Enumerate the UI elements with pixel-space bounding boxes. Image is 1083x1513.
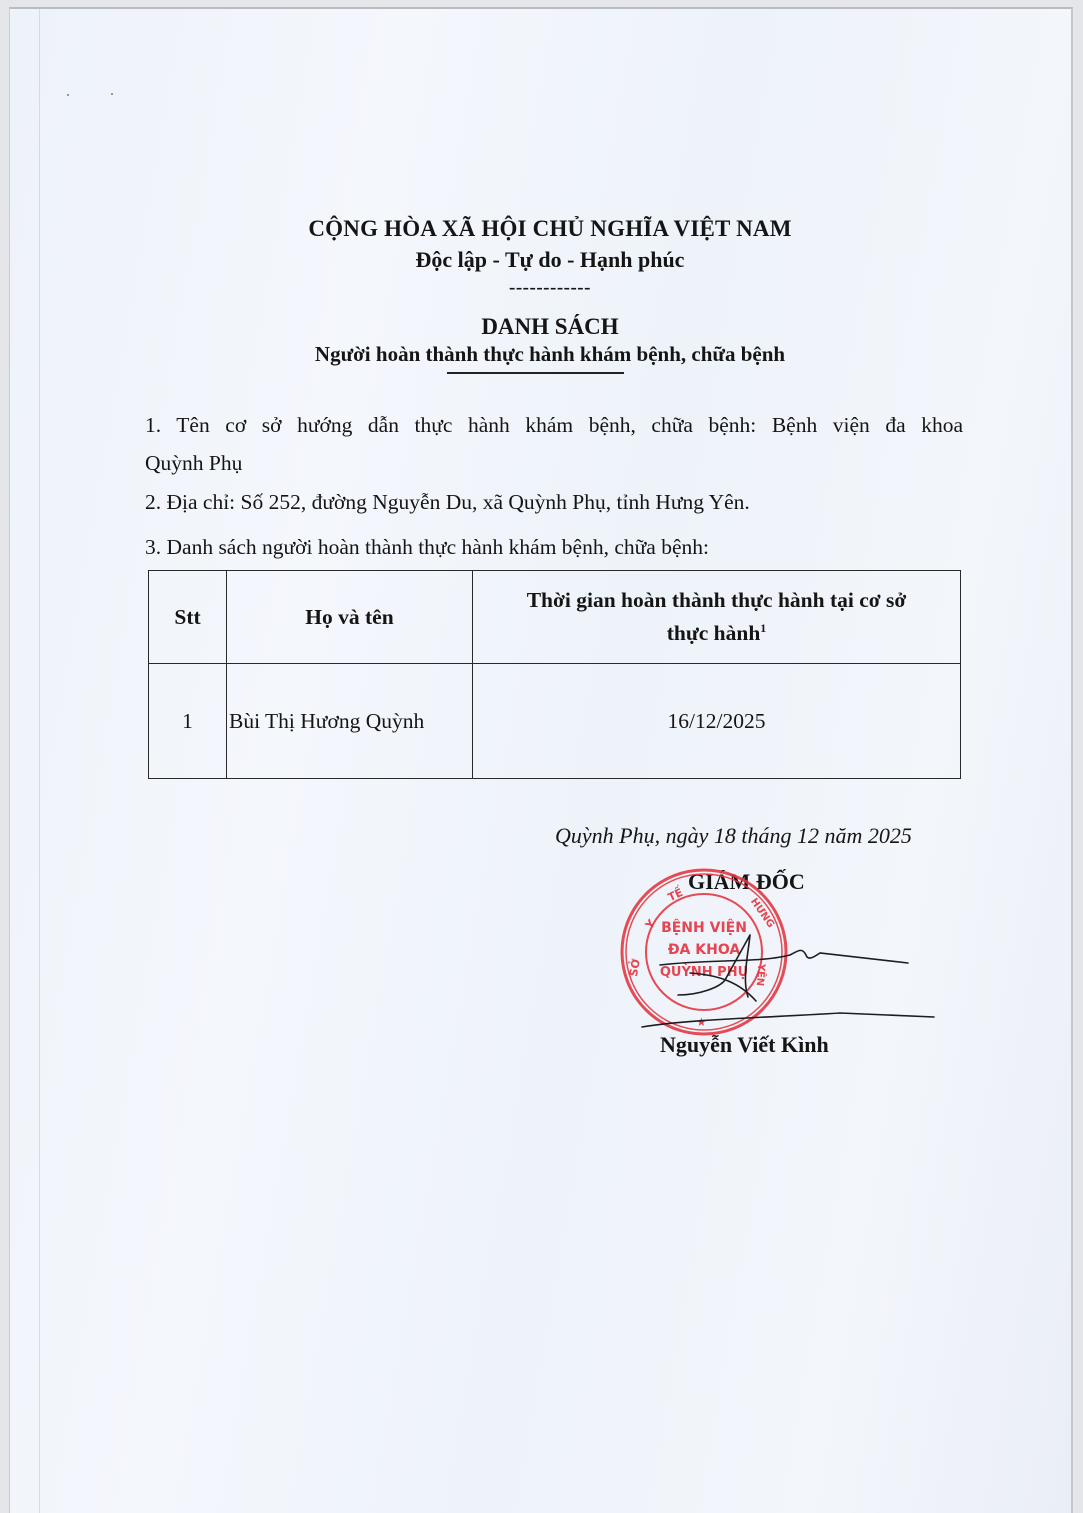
- column-header-name: Họ và tên: [227, 571, 473, 664]
- item-facility-name: 1. Tên cơ sở hướng dẫn thực hành khám bệnh, chữa bệnh: Bệnh viện đa khoa: [145, 413, 963, 437]
- item-address: 2. Địa chỉ: Số 252, đường Nguyễn Du, xã Quỳnh Phụ, tỉnh Hưng Yên.: [145, 490, 750, 514]
- svg-text:YÊN: YÊN: [753, 963, 767, 987]
- svg-text:TẾ: TẾ: [665, 885, 685, 905]
- stamp-line3: QUỲNH PHỤ: [659, 965, 749, 980]
- item-facility-name-cont: Quỳnh Phụ: [145, 451, 243, 475]
- item-list-intro: 3. Danh sách người hoàn thành thực hành khám bệnh, chữa bệnh:: [145, 535, 709, 559]
- column-header-time-line1: Thời gian hoàn thành thực hành tại cơ sở: [526, 588, 907, 612]
- table-header-row: [149, 571, 961, 664]
- stamp-line2: ĐA KHOA: [667, 942, 741, 958]
- cell-name: Bùi Thị Hương Quỳnh: [227, 664, 473, 779]
- scan-speck: [111, 93, 113, 95]
- stamp-line1: BỆNH VIỆN: [661, 920, 747, 936]
- signature-icon: [630, 925, 940, 1035]
- cell-completion-date: 16/12/2025: [473, 664, 961, 779]
- document-title: DANH SÁCH: [481, 314, 619, 339]
- place-and-date: Quỳnh Phụ, ngày 18 tháng 12 năm 2025: [555, 823, 912, 848]
- svg-text:★: ★: [696, 1015, 707, 1029]
- svg-text:Y: Y: [642, 917, 658, 932]
- subtitle-underline: [447, 372, 624, 374]
- completion-table: [148, 570, 961, 779]
- scan-speck: [67, 94, 69, 96]
- header-separator: ------------: [509, 277, 591, 298]
- signer-name: Nguyễn Viết Kình: [660, 1032, 829, 1057]
- svg-text:HƯNG: HƯNG: [747, 896, 777, 931]
- cell-stt: 1: [149, 664, 227, 779]
- footnote-marker: 1: [760, 620, 767, 635]
- national-title: CỘNG HÒA XÃ HỘI CHỦ NGHĨA VIỆT NAM: [308, 216, 792, 241]
- document-subtitle: Người hoàn thành thực hành khám bệnh, chữa bệnh: [314, 342, 786, 366]
- column-header-completion-time: [473, 571, 961, 664]
- svg-text:SỞ: SỞ: [627, 957, 643, 978]
- table-row: [149, 664, 961, 779]
- national-motto: Độc lập - Tự do - Hạnh phúc: [415, 247, 685, 272]
- column-header-time-line2: thực hành: [666, 621, 761, 645]
- column-header-stt: Stt: [149, 571, 227, 664]
- signer-role: GIÁM ĐỐC: [688, 869, 805, 894]
